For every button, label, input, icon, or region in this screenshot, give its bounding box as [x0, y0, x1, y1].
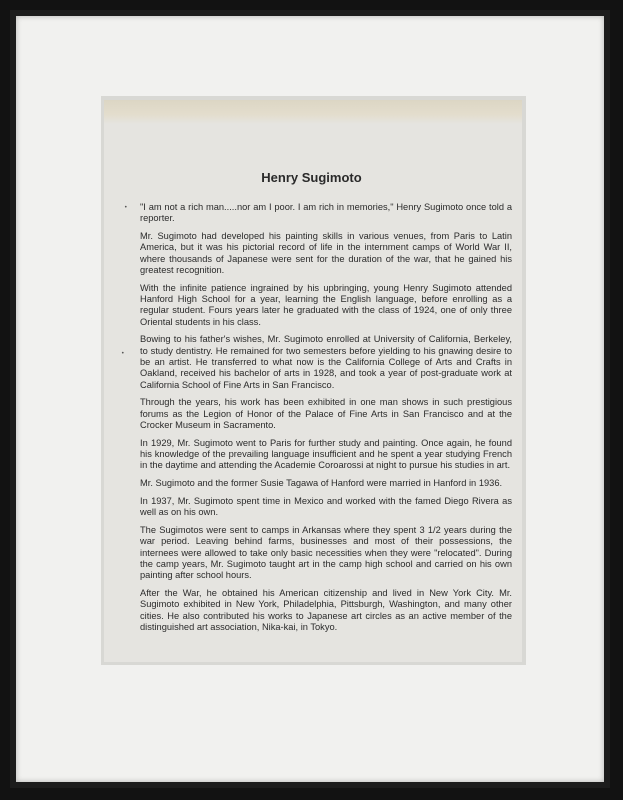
paragraph-education: Bowing to his father's wishes, Mr. Sugimoto enrolled at University of California, Berkeley, to study dentistry. He remained for two semesters before yielding to his gnawing desire to be an artist. He transferred to what now is the California College of Arts and Crafts in Oakland, received his bachelor of arts in 1928, and took a year of post-graduate work at California School of Fine Arts in San Francisco.	[140, 334, 512, 390]
paragraph-marriage: Mr. Sugimoto and the former Susie Tagawa of Hanford were married in Hanford in 1936.	[140, 478, 503, 489]
document-title: Henry Sugimoto	[261, 170, 362, 185]
paragraph-mexico: In 1937, Mr. Sugimoto spent time in Mexico and worked with the famed Diego Rivera as well as on his own.	[140, 496, 512, 518]
paragraph-quote: "I am not a rich man.....nor am I poor. I am rich in memories," Henry Sugimoto once told a reporter.	[140, 202, 512, 224]
paragraph-after-war: After the War, he obtained his American citizenship and lived in New York City. Mr. Sugimoto exhibited in New York, Philadelphia, Pittsburgh, Washington, and many other cities. He also contributed his works to Japanese art circles as an active member of the distinguished art association, Nika-kai, in Tokyo.	[140, 588, 512, 632]
stray-dot-mark: •	[121, 350, 125, 357]
paper-discoloration	[104, 100, 522, 124]
stray-dot-mark: •	[124, 204, 128, 211]
paragraph-paris: In 1929, Mr. Sugimoto went to Paris for further study and painting. Once again, he found his knowledge of the prevailing language insufficient and he spent a year studying French in the daytime and attending the Academie Coroarossi at night to pursue his studies in art.	[140, 437, 512, 471]
paragraph-exhibitions: Through the years, his work has been exhibited in one man shows in such prestigious forums as the Legion of Honor of the Palace of Fine Arts in San Francisco and at the Crocker Museum in Sacramento.	[140, 397, 512, 431]
paragraph-camps: The Sugimotos were sent to camps in Arkansas where they spent 3 1/2 years during the war period. Leaving behind farms, businesses and most of their possessions, the internees were allowed to take only basic necessities when they were "relocated". During the camp years, Mr. Sugimoto taught art in the camp high school and carried on his own painting after school hours.	[140, 525, 512, 581]
document-body	[140, 202, 512, 640]
paragraph-upbringing: With the infinite patience ingrained by his upbringing, young Henry Sugimoto attended Hanford High School for a year, learning the English language, before enrolling as a regular student. Fours years later he graduated with the class of 1924, one of only three Oriental students in his class.	[140, 282, 512, 327]
paragraph-painting-skills: Mr. Sugimoto had developed his painting skills in various venues, from Paris to Latin America, but it was his pictorial record of life in the internment camps of World War II, where thousands of Japanese were sent for the duration of the war, that he gained his greatest recognition.	[140, 231, 512, 275]
